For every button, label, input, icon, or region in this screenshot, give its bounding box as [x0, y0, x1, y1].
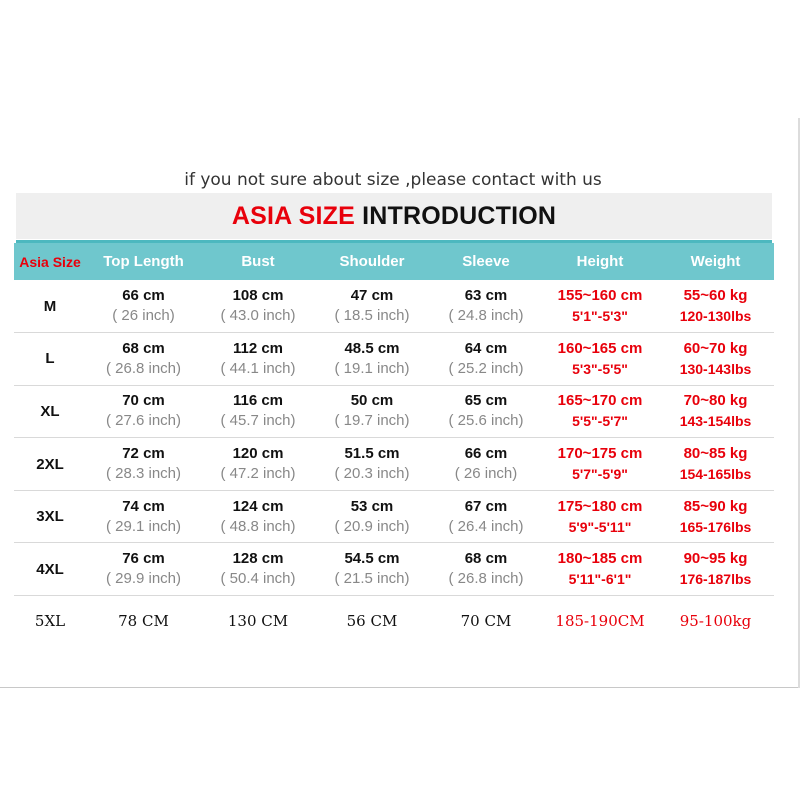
weight-cell [657, 543, 774, 596]
header-weight: Weight [690, 253, 741, 270]
shoulder-inch: ( 20.3 inch) [334, 465, 410, 483]
contact-notice: if you not sure about size ,please contact with us [184, 170, 602, 190]
table-row-5xl [14, 596, 774, 646]
title-asia-size: ASIA SIZE [231, 202, 355, 230]
sleeve-cm: 63 cm [464, 287, 508, 305]
top-length-inch: ( 28.3 inch) [105, 465, 182, 483]
table-row [14, 543, 774, 596]
top-length-cell [86, 490, 201, 543]
shoulder-cm: 53 cm [350, 497, 394, 515]
height-ft: 5'9"-5'11" [568, 518, 632, 535]
height-cell [543, 385, 657, 438]
bust-cm: 112 cm [232, 339, 284, 357]
shoulder-cm: 54.5 cm [344, 550, 400, 568]
top-length-cell [86, 333, 201, 386]
sleeve-inch: ( 26 inch) [454, 465, 518, 483]
header-asia-size: Asia Size [19, 253, 81, 270]
shoulder-cm: 51.5 cm [344, 445, 400, 463]
shoulder-inch: ( 19.7 inch) [334, 412, 410, 430]
bust-cm: 124 cm [232, 497, 284, 515]
top-length-cell [86, 438, 201, 491]
sleeve-cm: 65 cm [464, 392, 508, 410]
shoulder-inch: ( 19.1 inch) [334, 359, 410, 377]
height-cell [543, 438, 657, 491]
bust-inch: ( 48.8 inch) [220, 517, 296, 535]
height-cm: 170~175 cm [557, 445, 643, 463]
top-length-inch: ( 27.6 inch) [105, 412, 182, 430]
height-cell [543, 543, 657, 596]
size-label: 4XL [14, 543, 86, 596]
weight-cell [657, 280, 774, 333]
shoulder-cell [315, 333, 429, 386]
sleeve-inch: ( 26.8 inch) [448, 570, 524, 588]
height-ft: 5'1"-5'3" [572, 308, 628, 325]
sleeve-cell [429, 280, 543, 333]
top-length-inch: ( 29.9 inch) [105, 570, 182, 588]
header-height: Height [576, 253, 624, 270]
bust-cm: 108 cm [232, 287, 284, 305]
header-bust: Bust [241, 253, 275, 270]
sleeve-cell [429, 333, 543, 386]
sleeve-inch: ( 25.2 inch) [448, 359, 524, 377]
size-label: M [14, 280, 86, 333]
top-length-cell [86, 280, 201, 333]
bust-cm: 128 cm [232, 550, 284, 568]
sleeve-cm: 64 cm [464, 339, 508, 357]
top-length-cm: 78 CM [118, 611, 169, 630]
weight-kg: 85~90 kg [683, 497, 748, 515]
bust-cm: 120 cm [232, 445, 284, 463]
weight-kg: 90~95 kg [683, 550, 748, 568]
size-label: XL [14, 385, 86, 438]
shoulder-inch: ( 20.9 inch) [334, 517, 410, 535]
weight-cell [657, 333, 774, 386]
sleeve-inch: ( 25.6 inch) [448, 412, 524, 430]
top-length-inch: ( 29.1 inch) [105, 517, 182, 535]
weight-lbs: 120-130lbs [679, 308, 752, 325]
shoulder-cm: 50 cm [350, 392, 394, 410]
bust-inch: ( 45.7 inch) [220, 412, 296, 430]
bust-cell [201, 385, 315, 438]
bust-cell [201, 333, 315, 386]
shoulder-cell [315, 280, 429, 333]
sleeve-cm: 67 cm [464, 497, 508, 515]
weight-cell [657, 438, 774, 491]
shoulder-cm: 56 CM [346, 611, 398, 630]
top-length-cm: 76 cm [122, 550, 165, 568]
bust-inch: ( 50.4 inch) [220, 570, 296, 588]
weight-kg: 80~85 kg [683, 445, 748, 463]
size-chart-table [14, 243, 774, 646]
top-length-cm: 72 cm [122, 445, 165, 463]
height-ft: 5'3"-5'5" [572, 360, 628, 377]
shoulder-inch: ( 21.5 inch) [334, 570, 410, 588]
weight-lbs: 165-176lbs [679, 518, 752, 535]
bust-inch: ( 47.2 inch) [220, 465, 296, 483]
top-length-cm: 74 cm [122, 497, 165, 515]
header-row [14, 243, 774, 280]
table-row [14, 280, 774, 333]
bust-cm: 130 CM [227, 611, 289, 630]
header-shoulder: Shoulder [339, 253, 405, 270]
top-length-cell [86, 385, 201, 438]
weight-cell [657, 385, 774, 438]
sleeve-cell [429, 490, 543, 543]
weight-kg: 70~80 kg [683, 392, 748, 410]
weight-lbs: 130-143lbs [679, 360, 752, 377]
height-cell [543, 280, 657, 333]
table-row [14, 438, 774, 491]
weight-lbs: 176-187lbs [679, 571, 752, 588]
weight-kg: 60~70 kg [683, 339, 748, 357]
height-cm: 175~180 cm [557, 497, 643, 515]
sleeve-inch: ( 26.4 inch) [448, 517, 524, 535]
height-cm: 155~160 cm [557, 287, 643, 305]
title-bar [16, 193, 772, 239]
bust-cell [201, 543, 315, 596]
table-row [14, 333, 774, 386]
bust-inch: ( 43.0 inch) [220, 307, 296, 325]
table-row [14, 490, 774, 543]
height-cell [543, 333, 657, 386]
top-length-cm: 70 cm [122, 392, 165, 410]
size-label: 5XL [34, 611, 66, 630]
sleeve-cell [429, 438, 543, 491]
height-ft: 5'5"-5'7" [572, 413, 628, 430]
size-label: 3XL [14, 490, 86, 543]
shoulder-cell [315, 385, 429, 438]
height-cm: 185-190CM [555, 611, 645, 630]
bust-cell [201, 490, 315, 543]
sleeve-cell [429, 543, 543, 596]
shoulder-cm: 48.5 cm [344, 339, 400, 357]
sleeve-cell [429, 385, 543, 438]
height-cell [543, 490, 657, 543]
header-top-length: Top Length [103, 253, 184, 270]
table-row [14, 385, 774, 438]
top-length-cm: 68 cm [122, 339, 165, 357]
bust-inch: ( 44.1 inch) [220, 359, 296, 377]
weight-lbs: 154-165lbs [679, 466, 752, 483]
shoulder-cell [315, 490, 429, 543]
bust-cell [201, 438, 315, 491]
top-length-cm: 66 cm [122, 287, 165, 305]
height-cm: 180~185 cm [557, 550, 643, 568]
shoulder-cell [315, 543, 429, 596]
sleeve-cm: 70 CM [460, 611, 512, 630]
bust-cell [201, 280, 315, 333]
weight-lbs: 143-154lbs [679, 413, 752, 430]
size-label: 2XL [14, 438, 86, 491]
shoulder-cell [315, 438, 429, 491]
weight-cell [657, 490, 774, 543]
sleeve-cm: 68 cm [464, 550, 508, 568]
top-length-cell [86, 543, 201, 596]
size-label: L [14, 333, 86, 386]
sleeve-cm: 66 cm [464, 445, 508, 463]
header-sleeve: Sleeve [462, 253, 510, 270]
weight-kg: 55~60 kg [683, 287, 748, 305]
height-cm: 160~165 cm [557, 339, 643, 357]
height-ft: 5'7"-5'9" [572, 466, 628, 483]
top-length-inch: ( 26 inch) [112, 307, 175, 325]
bust-cm: 116 cm [232, 392, 284, 410]
shoulder-inch: ( 18.5 inch) [334, 307, 410, 325]
height-ft: 5'11"-6'1" [568, 571, 632, 588]
title-introduction: INTRODUCTION [362, 202, 557, 230]
weight-kg: 95-100kg [679, 611, 752, 630]
height-cm: 165~170 cm [557, 392, 643, 410]
sleeve-inch: ( 24.8 inch) [448, 307, 524, 325]
top-length-inch: ( 26.8 inch) [105, 359, 182, 377]
shoulder-cm: 47 cm [350, 287, 394, 305]
